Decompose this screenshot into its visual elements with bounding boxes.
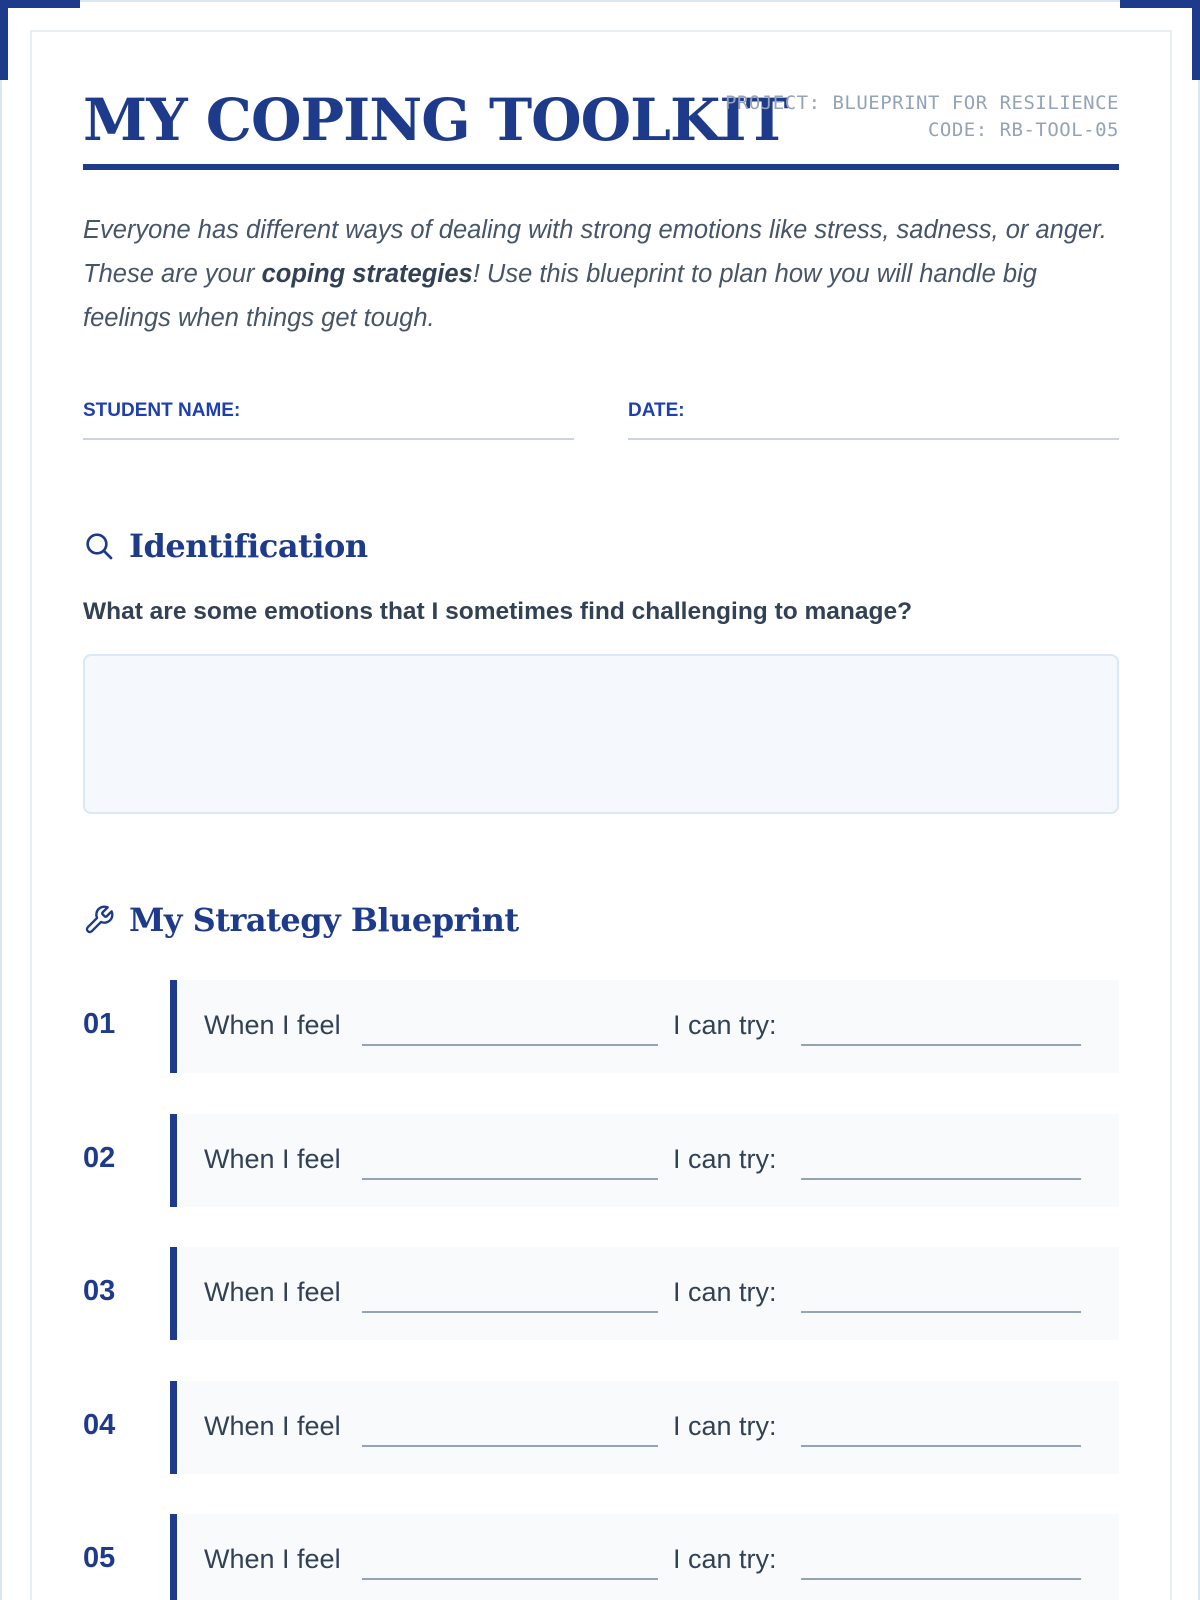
feel-field[interactable] [362, 1578, 658, 1580]
feel-field[interactable] [362, 1311, 658, 1313]
strategy-row [83, 980, 1119, 1073]
feel-label: When I feel [204, 1143, 341, 1174]
try-field[interactable] [801, 1578, 1081, 1580]
identification-heading [83, 524, 368, 568]
corner-accent-top-right [1120, 0, 1200, 80]
code-label: CODE: RB-TOOL-05 [927, 119, 1119, 141]
strategy-row [83, 1514, 1119, 1600]
worksheet-header [83, 78, 1119, 170]
strategy-title: My Strategy Blueprint [129, 901, 519, 939]
try-label: I can try: [673, 1277, 777, 1307]
emotions-answer-box[interactable] [83, 654, 1119, 814]
strategy-row-card [170, 980, 1119, 1073]
strategy-heading [83, 898, 519, 942]
strategy-row-card [170, 1514, 1119, 1600]
page-title: MY COPING TOOLKIT [83, 86, 788, 154]
date-field[interactable] [628, 438, 1119, 440]
try-label: I can try: [673, 1544, 777, 1574]
project-meta [725, 90, 1119, 144]
intro-text-1: Everyone has different ways of dealing with strong emotions like stress, sadness, or anger. These are your [83, 216, 1107, 288]
search-icon [83, 530, 115, 562]
feel-field[interactable] [362, 1044, 658, 1046]
feel-label: When I feel [204, 1277, 341, 1307]
corner-accent-top-left [0, 0, 80, 80]
feel-label: When I feel [204, 1010, 341, 1040]
feel-field[interactable] [362, 1445, 658, 1447]
wrench-icon [83, 904, 115, 936]
intro-text-2: ! Use this blueprint to plan how you will handle big feelings when things get tough. [83, 260, 1037, 332]
strategy-row-card [170, 1381, 1119, 1474]
strategy-row-card [170, 1114, 1119, 1207]
strategy-row-card [170, 1247, 1119, 1340]
identification-question: What are some emotions that I sometimes find challenging to manage? [83, 598, 913, 625]
try-field[interactable] [801, 1445, 1081, 1447]
intro-bold: coping strategies [261, 260, 473, 288]
strategy-row-number: 02 [83, 1141, 116, 1174]
try-label: I can try: [673, 1143, 777, 1174]
feel-field[interactable] [362, 1178, 658, 1180]
project-label: PROJECT: BLUEPRINT FOR RESILIENCE [725, 92, 1119, 114]
strategy-row-number: 03 [83, 1275, 116, 1307]
feel-label: When I feel [204, 1410, 341, 1441]
try-field[interactable] [801, 1044, 1081, 1046]
student-name-field[interactable] [83, 438, 574, 440]
identification-title: Identification [129, 527, 368, 565]
strategy-row-number: 01 [83, 1008, 116, 1040]
strategy-row [83, 1381, 1119, 1474]
strategy-row-number: 04 [83, 1408, 116, 1441]
try-field[interactable] [801, 1311, 1081, 1313]
student-name-label: STUDENT NAME: [83, 400, 241, 421]
intro-paragraph [83, 208, 1123, 340]
strategy-row-number: 05 [83, 1542, 116, 1574]
feel-label: When I feel [204, 1544, 341, 1574]
date-label: DATE: [628, 400, 685, 421]
strategy-row [83, 1247, 1119, 1340]
try-field[interactable] [801, 1178, 1081, 1180]
strategy-row [83, 1114, 1119, 1207]
try-label: I can try: [673, 1010, 777, 1040]
try-label: I can try: [673, 1410, 777, 1441]
